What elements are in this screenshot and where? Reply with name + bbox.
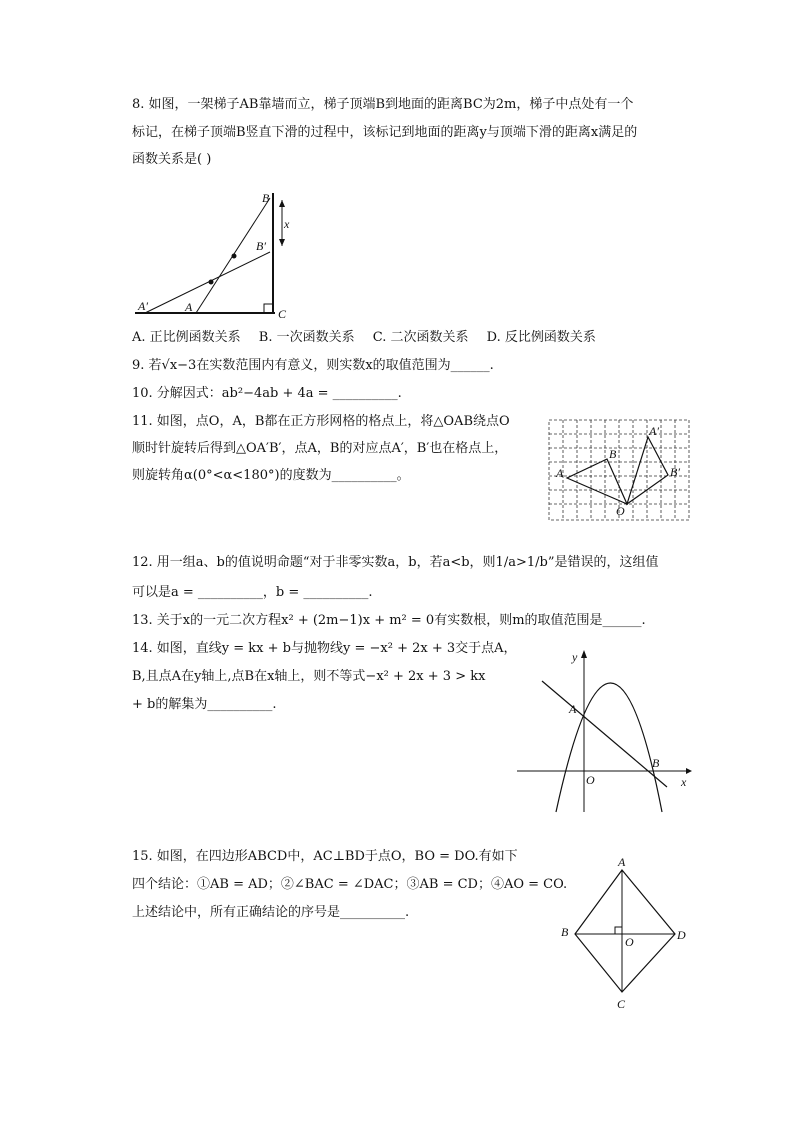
q14-line1: 14. 如图，直线y = kx + b与抛物线y = −x² + 2x + 3交于点A， (132, 641, 517, 656)
q8-options (132, 330, 610, 346)
point-label-A: A (569, 702, 577, 716)
label-x: x (284, 217, 290, 231)
label-C: C (278, 307, 287, 321)
quad-label-O: O (625, 935, 634, 949)
q12-line1: 12. 用一组a、b的值说明命题“对于非零实数a，b，若a<b，则1/a>1/b”是错误的，这组值 (132, 555, 659, 570)
label-A: A (185, 300, 193, 314)
q8-line2: 标记，在梯子顶端B竖直下滑的过程中，该标记到地面的距离y与顶端下滑的距离x满足的 (132, 125, 638, 140)
q15-line1: 15. 如图，在四边形ABCD中，AC⊥BD于点O，BO = DO.有如下 (132, 849, 518, 864)
q11-line2: 顺时针旋转后得到△OA′B′，点A，B的对应点A′，B′也在格点上， (132, 441, 508, 456)
parabola-figure (514, 644, 692, 816)
grid-label-A-prime: A′ (649, 424, 659, 438)
quad-label-C: C (617, 997, 626, 1011)
q8-option-b: B. 一次函数关系 (258, 330, 355, 345)
q11-line3: 则旋转角α(0°<α<180°)的度数为__________。 (132, 468, 410, 483)
origin-label-O: O (586, 773, 595, 787)
axis-label-x: x (681, 775, 687, 789)
q12-line2: 可以是a = __________，b = __________. (132, 585, 373, 600)
q8-option-a: A. 正比例函数关系 (132, 330, 241, 345)
quad-label-A: A (618, 855, 626, 869)
q9-line1: 9. 若√x−3在实数范围内有意义，则实数x的取值范围为______. (132, 358, 494, 373)
quad-label-B: B (561, 925, 569, 939)
quad-label-D: D (677, 928, 686, 942)
point-label-B: B (652, 756, 660, 770)
q10-line1: 10. 分解因式：ab²−4ab + 4a = __________. (132, 386, 402, 401)
label-B: B (262, 191, 270, 205)
label-A-prime: A′ (138, 299, 148, 313)
grid-label-B: B (609, 447, 617, 461)
grid-label-A: A (556, 466, 564, 480)
rotation-grid-figure (548, 419, 690, 522)
q14-line3: + b的解集为__________. (132, 697, 277, 712)
grid-label-B-prime: B′ (670, 465, 680, 479)
q8-line3: 函数关系是( ) (132, 152, 212, 167)
q14-line2: B,且点A在y轴上,点B在x轴上，则不等式−x² + 2x + 3 > kx (132, 669, 486, 684)
q8-option-d: D. 反比例函数关系 (486, 330, 596, 345)
label-B-prime: B′ (256, 239, 266, 253)
q15-line2: 四个结论：①AB = AD；②∠BAC = ∠DAC；③AB = CD；④AO = CO. (132, 877, 568, 892)
q13-line1: 13. 关于x的一元二次方程x² + (2m−1)x + m² = 0有实数根，则m的取值范围是______. (132, 613, 646, 628)
quadrilateral-figure (555, 852, 695, 1012)
axis-label-y: y (572, 650, 578, 664)
q11-line1: 11. 如图，点O，A，B都在正方形网格的格点上，将△OAB绕点O (132, 414, 510, 429)
q8-line1: 8. 如图，一架梯子AB靠墙而立，梯子顶端B到地面的距离BC为2m，梯子中点处有一个 (132, 97, 634, 112)
grid-label-O: O (616, 504, 625, 518)
ladder-figure (130, 188, 300, 323)
q8-option-c: C. 二次函数关系 (372, 330, 469, 345)
q15-line3: 上述结论中，所有正确结论的序号是__________. (132, 905, 410, 920)
